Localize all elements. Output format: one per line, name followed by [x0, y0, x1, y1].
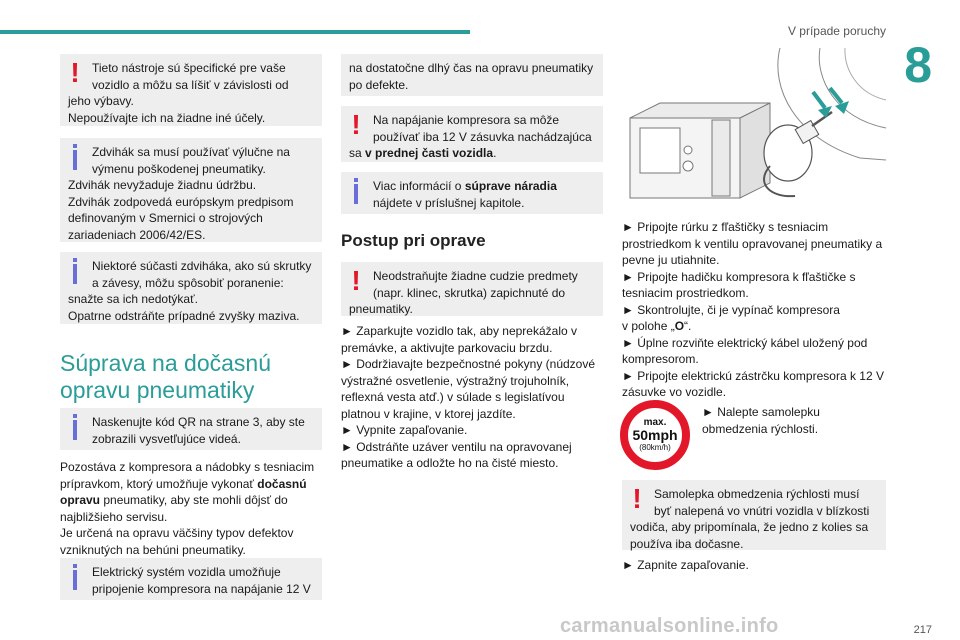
info-icon	[68, 564, 82, 590]
procedure-title: Postup pri oprave	[341, 231, 486, 250]
ignition-step: ► Zapnite zapaľovanie.	[622, 558, 749, 572]
warning-note-sticker: ! Samolepka obmedzenia rýchlosti musí byť nalepená vo vnútri vozidla v blízkosti vodiča, aby pripomínala, že jedno z kolies sa používa iba dočasne.	[622, 480, 886, 550]
compressor-illustration	[620, 48, 886, 216]
section-title-repair-kit: Súprava na dočasnú opravu pneumatiky	[60, 350, 271, 403]
warning-note-tools: ! Tieto nástroje sú špecifické pre vaše vozidlo a môžu sa líšiť v závislosti od jeho výbavy. Nepoužívajte ich na žiadne iné účely.	[60, 54, 322, 126]
info-icon	[68, 144, 82, 170]
procedure-steps-1: ► Zaparkujte vozidlo tak, aby neprekážalo v premávke, a aktivujte parkovaciu brzdu. ► Dodržiavajte bezpečnostné pokyny (núdzové výstražné osvetlenie, výstražný trojuholník, reflexná vesta atď.) v súlade s legislatívou platnou v krajine, v ktorej jazdíte. ► Vypnite zapaľovanie. ► Odstráňte uzáver ventilu na opravovanej pneumatike a odložte ho na čisté miesto.	[341, 324, 596, 470]
warning-icon: !	[351, 265, 361, 296]
info-note-jack-parts: Niektoré súčasti zdviháka, ako sú skrutky a závesy, môžu spôsobiť poranenie: snažte sa ich nedotýkať. Opatrne odstráňte prípadné zvyšky maziva.	[60, 252, 322, 324]
info-icon	[68, 414, 82, 440]
page-number: 217	[913, 624, 932, 636]
info-note-jack: Zdvihák sa musí používať výlučne na výmenu poškodenej pneumatiky. Zdvihák nevyžaduje žiadnu údržbu. Zdvihák zodpovedá európskym predpisom definovaným v Smernici o strojových zariadeniach 2006/42/ES.	[60, 138, 322, 242]
info-icon	[349, 178, 363, 204]
warning-icon: !	[70, 57, 80, 88]
running-header: V prípade poruchy	[787, 24, 886, 38]
chapter-number: 8	[904, 37, 932, 93]
info-note-qr: Naskenujte kód QR na strane 3, aby ste zobrazili vysvetľujúce videá.	[60, 408, 322, 450]
kit-description: Pozostáva z kompresora a nádobky s tesniacim prípravkom, ktorý umožňuje vykonať dočasnú opravu pneumatiky, aby ste mohli dôjsť do najbližšieho servisu. Je určená na opravu väčšiny typov defektov vzniknutých na behúni pneumatiky.	[60, 460, 315, 557]
speed-limit-sticker: max. 50mph (80km/h)	[620, 400, 690, 470]
info-note-toolkit: Viac informácií o súprave náradia nájdete v príslušnej kapitole.	[341, 172, 603, 214]
watermark: carmanualsonline.info	[560, 615, 779, 637]
info-note-electrical: Elektrický systém vozidla umožňuje pripojenie kompresora na napájanie 12 V	[60, 558, 322, 600]
procedure-steps-2: ► Pripojte rúrku z fľaštičky s tesniacim prostriedkom k ventilu opravovanej pneumatiky a pevne ju utiahnite. ► Pripojte hadičku kompresora k fľaštičke s tesniacim prostriedkom. ► Skontrolujte, či je vypínač kompresora v polohe „O“. ► Úplne rozviňte elektrický kábel uložený pod kompresorom. ► Pripojte elektrickú zástrčku kompresora k 12 V zásuvke vo vozidle.	[622, 220, 884, 399]
sticker-step: ► Nalepte samolepku obmedzenia rýchlosti.	[702, 405, 820, 436]
info-icon	[68, 258, 82, 284]
header-accent-bar	[0, 30, 470, 34]
info-note-continued: na dostatočne dlhý čas na opravu pneumatiky po defekte.	[341, 54, 603, 96]
warning-note-socket: ! Na napájanie kompresora sa môže používať iba 12 V zásuvka nachádzajúca sa v prednej časti vozidla.	[341, 106, 603, 162]
warning-note-foreign-objects: ! Neodstraňujte žiadne cudzie predmety (napr. klinec, skrutka) zapichnuté do pneumatiky.	[341, 262, 603, 316]
warning-icon: !	[351, 109, 361, 140]
warning-icon: !	[632, 483, 642, 514]
